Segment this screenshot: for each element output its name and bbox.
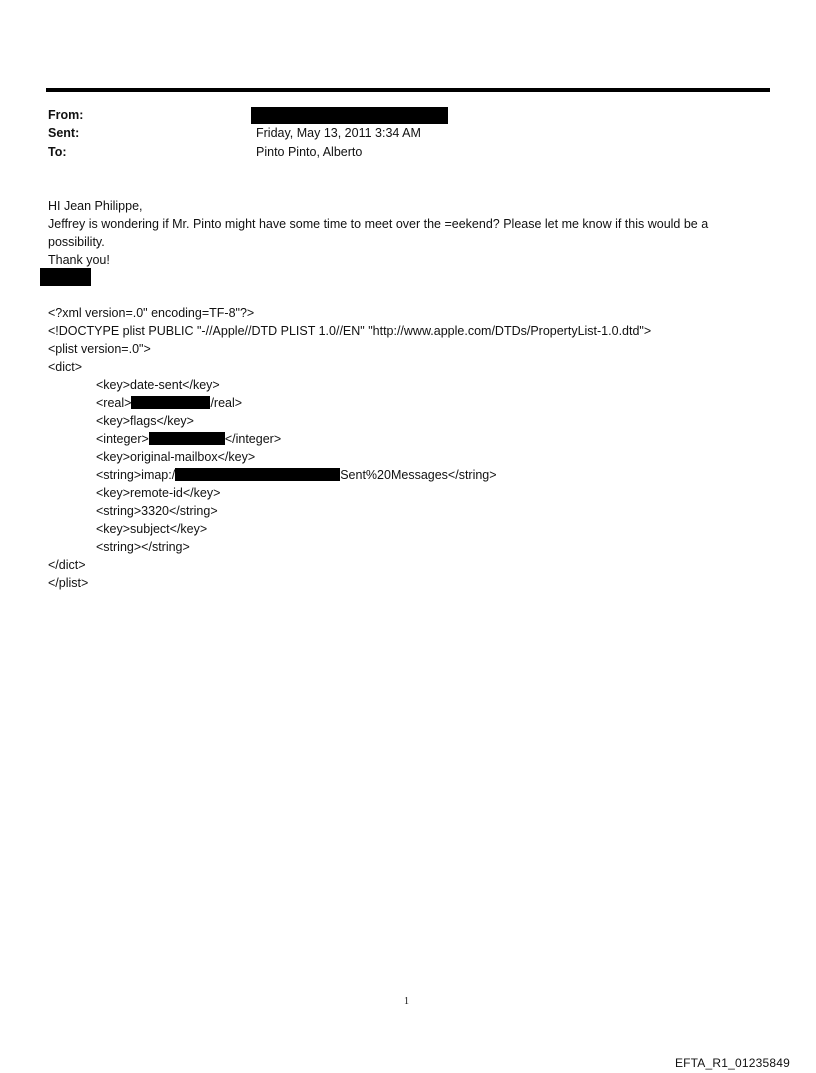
- real-close-tag: /real>: [210, 396, 243, 410]
- plist-open: <plist version=.0">: [48, 342, 151, 356]
- real-open-tag: <real>: [96, 396, 132, 410]
- from-redaction: [251, 107, 448, 124]
- body-line-1: Jeffrey is wondering if Mr. Pinto might have some time to meet over the =eekend? Please let me know if this would be a: [48, 217, 709, 231]
- key-flags: <key>flags</key>: [96, 414, 194, 428]
- imap-close-tag: Sent%20Messages</string>: [340, 468, 497, 482]
- body-line-2: possibility.: [48, 235, 105, 249]
- sent-value: Friday, May 13, 2011 3:34 AM: [256, 126, 421, 140]
- integer-value-line: [96, 432, 281, 446]
- plist-close: </plist>: [48, 576, 89, 590]
- key-subject: <key>subject</key>: [96, 522, 208, 536]
- integer-redaction: [149, 432, 225, 445]
- key-date-sent: <key>date-sent</key>: [96, 378, 220, 392]
- header-rule: [46, 88, 770, 92]
- thanks-line: Thank you!: [48, 253, 110, 267]
- page-number: 1: [404, 996, 409, 1007]
- sent-label: Sent:: [48, 126, 80, 140]
- to-label: To:: [48, 145, 67, 159]
- string-remote-id: <string>3320</string>: [96, 504, 218, 518]
- imap-open-tag: <string>imap:/: [96, 468, 176, 482]
- string-subject: <string></string>: [96, 540, 190, 554]
- dict-open: <dict>: [48, 360, 83, 374]
- real-redaction: [131, 396, 210, 409]
- key-original-mailbox: <key>original-mailbox</key>: [96, 450, 256, 464]
- xml-doctype: <!DOCTYPE plist PUBLIC "-//Apple//DTD PLIST 1.0//EN" "http://www.apple.com/DTDs/PropertyList-1.0.dtd">: [48, 324, 652, 338]
- xml-declaration: <?xml version=.0" encoding=TF-8"?>: [48, 306, 255, 320]
- to-value: Pinto Pinto, Alberto: [256, 145, 363, 159]
- real-value-line: [96, 396, 242, 410]
- key-remote-id: <key>remote-id</key>: [96, 486, 221, 500]
- imap-redaction: [175, 468, 340, 481]
- bates-id: EFTA_R1_01235849: [674, 1056, 790, 1070]
- signature-redaction: [40, 268, 91, 286]
- from-label: From:: [48, 108, 84, 122]
- integer-open-tag: <integer>: [96, 432, 149, 446]
- integer-close-tag: </integer>: [224, 432, 282, 446]
- dict-close: </dict>: [48, 558, 86, 572]
- imap-string-line: [96, 468, 497, 482]
- greeting: HI Jean Philippe,: [48, 199, 143, 213]
